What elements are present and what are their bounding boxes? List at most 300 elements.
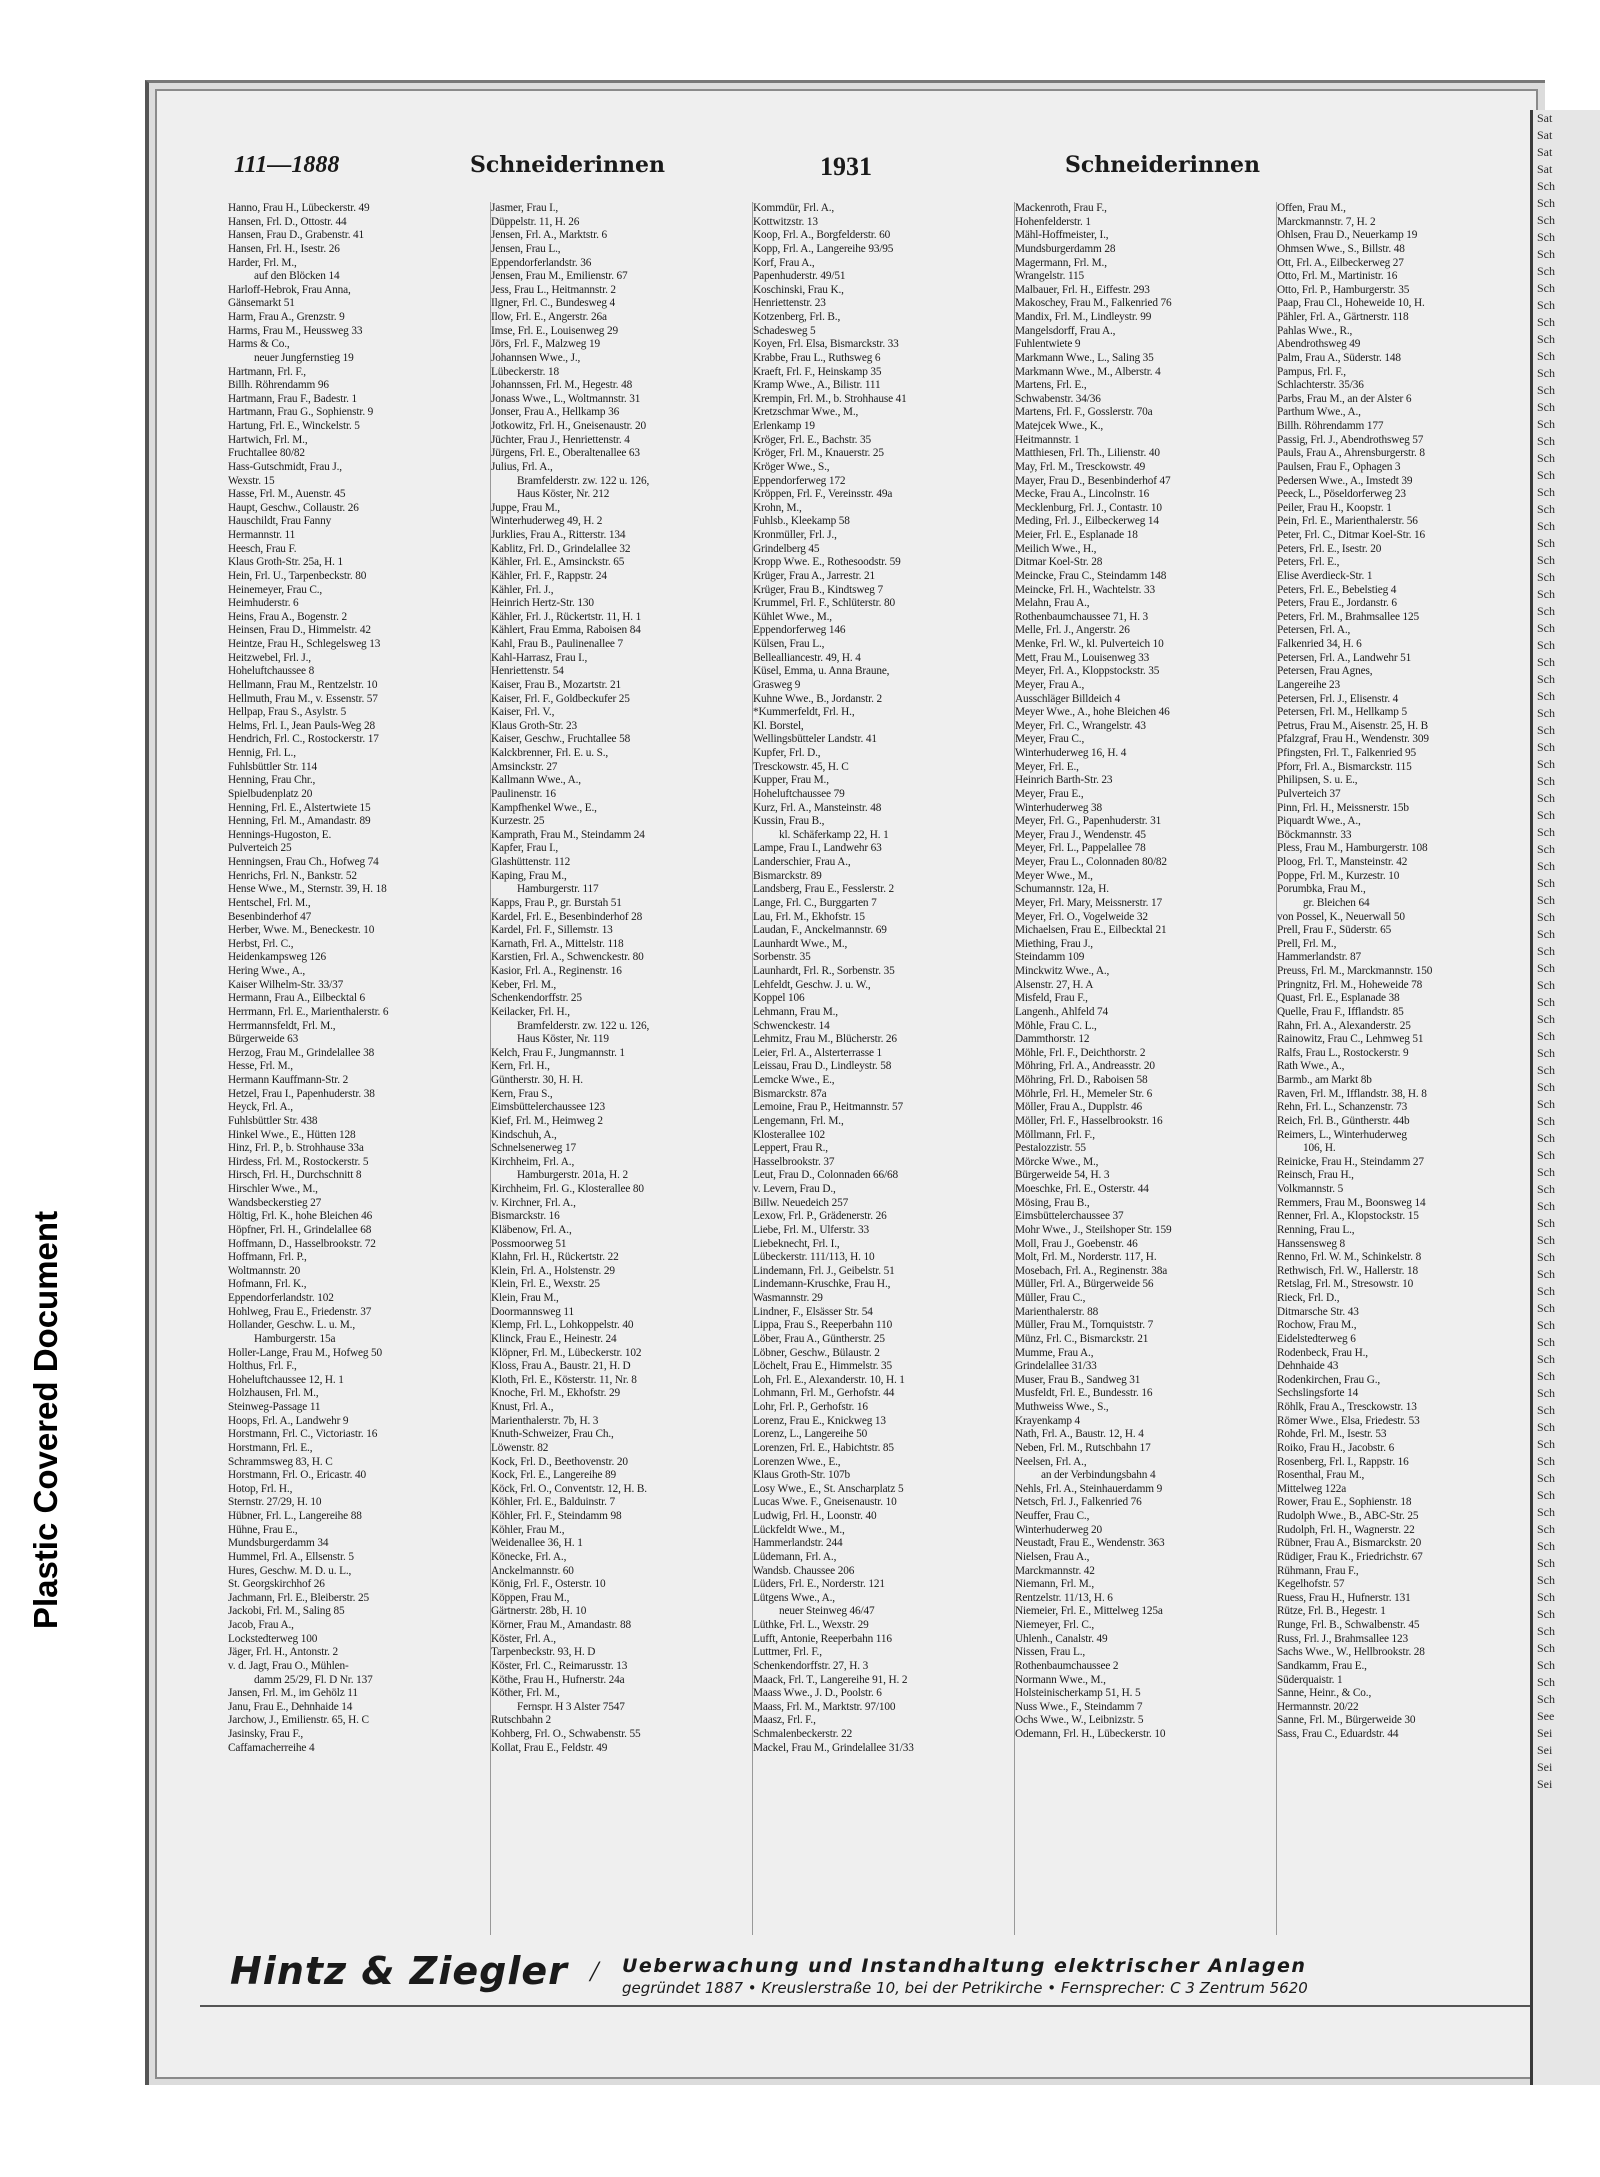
directory-entry: Hollander, Geschw. L. u. M., — [228, 1319, 356, 1332]
directory-entry: Kablitz, Frl. D., Grindelallee 32 — [491, 542, 631, 555]
directory-entry: Maass, Frl. M., Marktstr. 97/100 — [753, 1700, 896, 1713]
directory-entry: Mohr Wwe., J., Steilshoper Str. 159 — [1015, 1223, 1172, 1236]
adjacent-page-fragment: Sch — [1537, 1182, 1555, 1196]
adjacent-page-fragment: Sch — [1537, 315, 1555, 329]
directory-entry: Kalckbrenner, Frl. E. u. S., — [491, 747, 609, 759]
directory-entry: Moll, Frau J., Goebenstr. 46 — [1015, 1237, 1138, 1250]
directory-entry: Hures, Geschw. M. D. u. L., — [228, 1564, 352, 1577]
directory-entry: Sanne, Frl. M., Bürgerweide 30 — [1277, 1714, 1416, 1727]
directory-entry: Makoschey, Frau M., Falkenried 76 — [1015, 297, 1172, 310]
directory-entry: Klinck, Frau E., Heinestr. 24 — [491, 1332, 617, 1345]
directory-entry: Süderquaistr. 1 — [1277, 1673, 1343, 1686]
directory-entry: Klaus Groth-Str. 107b — [753, 1469, 850, 1482]
directory-entry: Heitzwebel, Frl. J., — [228, 651, 311, 664]
adjacent-page-fragment: Sch — [1537, 876, 1555, 890]
directory-entry: Miething, Frau J., — [1015, 937, 1093, 950]
directory-entry: Matthiesen, Frl. Th., Lilienstr. 40 — [1015, 447, 1160, 460]
directory-entry: Herrmann, Frl. E., Marienthalerstr. 6 — [228, 1005, 389, 1018]
adjacent-page-fragment: Sch — [1537, 1488, 1555, 1502]
directory-entry: Runge, Frl. B., Schwalbenstr. 45 — [1277, 1619, 1420, 1631]
directory-entry: Liebeknecht, Frl. I., — [753, 1237, 840, 1250]
directory-entry: Tarpenbeckstr. 93, H. D — [491, 1646, 596, 1659]
directory-entry: Hauschildt, Frau Fanny — [228, 515, 332, 528]
directory-entry: Mackel, Frau M., Grindelallee 31/33 — [753, 1741, 914, 1754]
directory-entry: Lippa, Frau S., Reeperbahn 110 — [753, 1319, 893, 1332]
directory-entry: Koppel 106 — [753, 992, 805, 1005]
directory-entry: Röhlk, Frau A., Tresckowstr. 13 — [1277, 1401, 1417, 1413]
directory-entry: Schwabenstr. 34/36 — [1015, 392, 1101, 405]
directory-entry: Harms, Frau M., Heussweg 33 — [228, 324, 363, 337]
directory-entry: Pauls, Frau A., Ahrensburgerstr. 8 — [1277, 447, 1425, 460]
adjacent-page-fragment: Sch — [1537, 961, 1555, 975]
ad-firm-name: Hintz & Ziegler — [230, 1949, 568, 1993]
directory-entry: Paap, Frau Cl., Hoheweide 10, H. — [1277, 297, 1425, 310]
directory-entry: Kussin, Frau B., — [753, 815, 825, 828]
directory-entry: Ott, Frl. A., Eilbeckerweg 27 — [1277, 256, 1404, 269]
directory-column-2 — [490, 202, 729, 1935]
directory-entry: Güntherstr. 30, H. H. — [491, 1074, 583, 1086]
directory-entry: Köhler, Frl. E., Balduinstr. 7 — [491, 1496, 616, 1509]
directory-entry: Ralfs, Frau L., Rostockerstr. 9 — [1277, 1046, 1409, 1059]
directory-entry: Pestalozzistr. 55 — [1015, 1142, 1086, 1155]
directory-entry: Markmann Wwe., L., Saling 35 — [1015, 351, 1154, 364]
directory-entry: Volkmannstr. 5 — [1277, 1183, 1344, 1195]
directory-entry: Hansen, Frau D., Grabenstr. 41 — [228, 229, 365, 242]
adjacent-page-fragment: Sch — [1537, 927, 1555, 941]
directory-entry: Pfingsten, Frl. T., Falkenried 95 — [1277, 747, 1416, 759]
directory-entry: Hübner, Frl. L., Langereihe 88 — [228, 1510, 362, 1522]
adjacent-page-edge — [1530, 110, 1600, 2085]
directory-entry: Maasz, Frl. F., — [753, 1714, 816, 1727]
bottom-rule — [200, 2005, 1530, 2007]
directory-entry: Hirschler Wwe., M., — [228, 1183, 318, 1195]
section-title-right: Schneiderinnen — [1065, 152, 1260, 178]
directory-entry: Hinkel Wwe., E., Hütten 128 — [228, 1128, 356, 1141]
directory-entry: Kollat, Frau E., Feldstr. 49 — [491, 1741, 608, 1754]
directory-entry: Kläbenow, Frl. A., — [491, 1223, 572, 1236]
adjacent-page-fragment: Sch — [1537, 1539, 1555, 1553]
directory-entry: Kelch, Frau F., Jungmannstr. 1 — [491, 1046, 625, 1059]
directory-entry: Rütze, Frl. B., Hegestr. 1 — [1277, 1605, 1386, 1618]
directory-entry: Hartmann, Frl. F., — [228, 365, 306, 378]
directory-entry: Petersen, Frau Agnes, — [1277, 665, 1373, 678]
directory-entry: Kröger, Frl. M., Knauerstr. 25 — [753, 447, 884, 460]
directory-entry: *Kummerfeldt, Frl. H., — [753, 706, 855, 719]
directory-entry: Loh, Frl. E., Alexanderstr. 10, H. 1 — [753, 1373, 905, 1386]
directory-entry: Sandkamm, Frau E., — [1277, 1659, 1367, 1672]
side-label — [10, 1000, 82, 1840]
ad-separator: / — [590, 1955, 599, 1988]
directory-entry: Uhlenh., Canalstr. 49 — [1015, 1632, 1108, 1645]
directory-entry: Schumannstr. 12a, H. — [1015, 883, 1109, 896]
adjacent-page-fragment: Sch — [1537, 842, 1555, 856]
directory-entry: Mett, Frau M., Louisenweg 33 — [1015, 651, 1150, 664]
directory-entry: Jonass Wwe., L., Woltmannstr. 31 — [491, 392, 641, 405]
directory-entry: Korf, Frau A., — [753, 256, 815, 269]
directory-entry: Leut, Frau D., Colonnaden 66/68 — [753, 1169, 899, 1182]
directory-entry: Janu, Frau E., Dehnhaide 14 — [228, 1700, 353, 1713]
directory-entry: Hein, Frl. U., Tarpenbeckstr. 80 — [228, 569, 367, 582]
directory-entry: Heinrich Barth-Str. 23 — [1015, 774, 1113, 787]
directory-entry: Heimhuderstr. 6 — [228, 597, 299, 610]
adjacent-page-fragment: Sch — [1537, 570, 1555, 584]
directory-entry: Hartwich, Frl. M., — [228, 433, 308, 446]
adjacent-page-fragment: Sch — [1537, 1216, 1555, 1230]
directory-entry: gr. Bleichen 64 — [1303, 896, 1370, 909]
directory-entry: Ochs Wwe., W., Leibnizstr. 5 — [1015, 1714, 1144, 1727]
directory-entry: Lüdemann, Frl. A., — [753, 1550, 837, 1563]
directory-entry: an der Verbindungsbahn 4 — [1041, 1469, 1156, 1482]
directory-entry: Otto, Frl. P., Hamburgerstr. 35 — [1277, 283, 1410, 296]
directory-entry: Eimsbüttelerchaussee 123 — [491, 1101, 606, 1114]
adjacent-page-fragment: Sch — [1537, 1284, 1555, 1298]
directory-entry: Lockstedterweg 100 — [228, 1632, 318, 1645]
directory-entry: Henning, Frau Chr., — [228, 774, 316, 787]
adjacent-page-fragment: Sch — [1537, 1522, 1555, 1536]
adjacent-page-fragment: Sch — [1537, 332, 1555, 346]
directory-entry: Mandix, Frl. M., Lindleystr. 99 — [1015, 311, 1152, 323]
directory-entry: Wandsb. Chaussee 206 — [753, 1564, 855, 1577]
directory-entry: Mecke, Frau A., Lincolnstr. 16 — [1015, 488, 1150, 501]
directory-entry: damm 25/29, Fl. D Nr. 137 — [254, 1673, 373, 1686]
directory-entry: Amsinckstr. 27 — [491, 760, 558, 773]
directory-entry: Menke, Frl. W., kl. Pulverteich 10 — [1015, 638, 1164, 650]
directory-entry: Wasmannstr. 29 — [753, 1292, 823, 1304]
directory-entry: Peters, Frau E., Jordanstr. 6 — [1277, 597, 1397, 610]
directory-entry: Herber, Wwe. M., Beneckestr. 10 — [228, 924, 375, 937]
directory-entry: Höltig, Frl. K., hohe Bleichen 46 — [228, 1210, 373, 1223]
directory-entry: Henningsen, Frau Ch., Hofweg 74 — [228, 856, 379, 868]
directory-entry: Musfeldt, Frl. E., Bundesstr. 16 — [1015, 1387, 1153, 1400]
adjacent-page-fragment: Sch — [1537, 723, 1555, 737]
adjacent-page-fragment: Sch — [1537, 1029, 1555, 1043]
directory-entry: Kaiser, Frau B., Mozartstr. 21 — [491, 678, 621, 691]
directory-entry: Kegelhofstr. 57 — [1277, 1578, 1345, 1591]
directory-entry: Laudan, F., Anckelmannstr. 69 — [753, 924, 887, 937]
directory-entry: Meincke, Frau C., Steindamm 148 — [1015, 569, 1167, 582]
directory-entry: Küsel, Emma, u. Anna Braune, — [753, 665, 890, 678]
adjacent-page-fragment: Sch — [1537, 264, 1555, 278]
adjacent-page-fragment: Sch — [1537, 1454, 1555, 1468]
directory-entry: Haus Köster, Nr. 119 — [517, 1033, 609, 1046]
directory-entry: Kindschuh, A., — [491, 1128, 557, 1141]
directory-entry: Hofmann, Frl. K., — [228, 1278, 307, 1291]
directory-entry: Böckmannstr. 33 — [1277, 828, 1352, 841]
adjacent-page-fragment: Sei — [1537, 1777, 1553, 1791]
directory-entry: Rosenberg, Frl. I., Rappstr. 16 — [1277, 1455, 1409, 1468]
adjacent-page-fragment: Sch — [1537, 893, 1555, 907]
adjacent-page-fragment: Sch — [1537, 638, 1555, 652]
directory-entry: Holsteinischerkamp 51, H. 5 — [1015, 1687, 1141, 1700]
directory-entry: Marienthalerstr. 88 — [1015, 1305, 1099, 1318]
directory-entry: Meilich Wwe., H., — [1015, 542, 1097, 555]
directory-entry: Neuffer, Frau C., — [1015, 1510, 1090, 1522]
directory-entry: Klöpner, Frl. M., Lübeckerstr. 102 — [491, 1346, 642, 1359]
adjacent-page-fragment: Sch — [1537, 1063, 1555, 1077]
directory-entry: Möllmann, Frl. F., — [1015, 1128, 1095, 1141]
directory-entry: Russ, Frl. J., Brahmsallee 123 — [1277, 1632, 1409, 1645]
adjacent-page-fragment: Sch — [1537, 1199, 1555, 1213]
directory-entry: Heitmannstr. 1 — [1015, 433, 1080, 446]
directory-entry: neuer Jungfernstieg 19 — [254, 351, 354, 364]
directory-entry: Lehmann, Frau M., — [753, 1005, 838, 1018]
adjacent-page-fragment: Sat — [1537, 128, 1553, 142]
directory-entry: Harder, Frl. M., — [228, 256, 297, 269]
directory-entry: Leissau, Frau D., Lindleystr. 58 — [753, 1060, 892, 1073]
adjacent-page-fragment: Sch — [1537, 196, 1555, 210]
directory-entry: Karstien, Frl. A., Schwenckestr. 80 — [491, 951, 644, 964]
directory-entry: Krummel, Frl. F., Schlüterstr. 80 — [753, 597, 895, 610]
directory-entry: Löwenstr. 82 — [491, 1441, 549, 1454]
directory-entry: Meyer, Frau E., — [1015, 787, 1084, 800]
adjacent-page-fragment: Sch — [1537, 502, 1555, 516]
directory-entry: Peters, Frl. M., Brahmsallee 125 — [1277, 610, 1420, 623]
directory-entry: Haupt, Geschw., Collaustr. 26 — [228, 501, 359, 514]
directory-entry: Helms, Frl. I., Jean Pauls-Weg 28 — [228, 719, 375, 732]
adjacent-page-fragment: Sch — [1537, 1420, 1555, 1434]
adjacent-page-fragment: Sch — [1537, 1301, 1555, 1315]
directory-entry: Weidenallee 36, H. 1 — [491, 1537, 583, 1550]
directory-entry: Elise Averdieck-Str. 1 — [1277, 569, 1373, 582]
adjacent-page-fragment: Sch — [1537, 1505, 1555, 1519]
directory-entry: Retslag, Frl. M., Stresowstr. 10 — [1277, 1278, 1414, 1291]
directory-entry: Hansen, Frl. H., Isestr. 26 — [228, 242, 340, 255]
directory-entry: Rübner, Frau A., Bismarckstr. 20 — [1277, 1537, 1422, 1550]
directory-entry: Petersen, Frl. M., Hellkamp 5 — [1277, 706, 1407, 719]
adjacent-page-fragment: Sch — [1537, 604, 1555, 618]
directory-entry: Hammerlandstr. 244 — [753, 1537, 843, 1550]
directory-entry: Eimsbüttelerchaussee 37 — [1015, 1210, 1124, 1223]
year-title: 1931 — [820, 152, 872, 181]
directory-entry: Krüger, Frau B., Kindtsweg 7 — [753, 583, 883, 596]
directory-entry: Martens, Frl. F., Gosslerstr. 70a — [1015, 406, 1153, 419]
directory-column-5 — [1276, 202, 1515, 1935]
directory-entry: Harms & Co., — [228, 338, 290, 351]
directory-entry: Wexstr. 15 — [228, 474, 275, 487]
directory-entry: Lemoine, Frau P., Heitmannstr. 57 — [753, 1101, 904, 1114]
directory-entry: Kröger Wwe., S., — [753, 460, 830, 473]
directory-entry: Misfeld, Frau F., — [1015, 992, 1088, 1005]
directory-entry: Jürgens, Frl. E., Oberaltenallee 63 — [491, 447, 640, 460]
directory-entry: Haus Köster, Nr. 212 — [517, 488, 610, 501]
adjacent-page-fragment: Sch — [1537, 1352, 1555, 1366]
adjacent-page-fragment: Sch — [1537, 1658, 1555, 1672]
directory-entry: Grindelallee 31/33 — [1015, 1360, 1097, 1373]
directory-entry: Köster, Frl. A., — [491, 1632, 556, 1645]
directory-entry: Jörs, Frl. F., Malzweg 19 — [491, 338, 600, 351]
directory-entry: Hirdess, Frl. M., Rostockerstr. 5 — [228, 1155, 369, 1168]
directory-entry: Petersen, Frl. A., — [1277, 624, 1351, 637]
directory-entry: Pulverteich 25 — [228, 842, 292, 855]
directory-entry: Knuth-Schweizer, Frau Ch., — [491, 1428, 614, 1441]
directory-entry: Pforr, Frl. A., Bismarckstr. 115 — [1277, 760, 1412, 773]
directory-entry: Marckmannstr. 42 — [1015, 1564, 1095, 1577]
adjacent-page-fragment: Sch — [1537, 1046, 1555, 1060]
directory-entry: Leppert, Frau R., — [753, 1142, 828, 1155]
directory-entry: Rentzelstr. 11/13, H. 6 — [1015, 1591, 1113, 1604]
directory-entry: Schlachterstr. 35/36 — [1277, 379, 1364, 392]
directory-entry: Hotop, Frl. H., — [228, 1482, 293, 1495]
directory-entry: Langereihe 23 — [1277, 678, 1340, 691]
directory-entry: Rutschbahn 2 — [491, 1714, 552, 1727]
directory-entry: Hellpap, Frau S., Asylstr. 5 — [228, 706, 347, 719]
directory-entry: Pfalzgraf, Frau H., Wendenstr. 309 — [1277, 733, 1429, 746]
directory-entry: Lohmann, Frl. M., Gerhofstr. 44 — [753, 1387, 895, 1400]
directory-entry: Knust, Frl. A., — [491, 1401, 554, 1413]
directory-entry: Ditmarsche Str. 43 — [1277, 1305, 1359, 1318]
directory-entry: Krayenkamp 4 — [1015, 1414, 1081, 1427]
directory-entry: Jüchter, Frau J., Henriettenstr. 4 — [491, 433, 630, 446]
directory-entry: Ausschläger Billdeich 4 — [1015, 692, 1121, 705]
directory-entry: Kohberg, Frl. O., Schwabenstr. 55 — [491, 1728, 641, 1740]
directory-entry: Jacob, Frau A., — [228, 1619, 294, 1631]
adjacent-page-fragment: Sch — [1537, 213, 1555, 227]
directory-entry: Bismarckstr. 87a — [753, 1087, 827, 1100]
directory-entry: Kopp, Frl. A., Langereihe 93/95 — [753, 242, 894, 255]
directory-entry: Jäger, Frl. H., Antonstr. 2 — [228, 1646, 339, 1659]
directory-entry: Spielbudenplatz 20 — [228, 787, 313, 800]
directory-entry: Eppendorferlandstr. 36 — [491, 256, 592, 269]
directory-entry: Hühne, Frau E., — [228, 1523, 298, 1536]
directory-entry: Moeschke, Frl. E., Osterstr. 44 — [1015, 1183, 1149, 1195]
directory-entry: Horstmann, Frl. C., Victoriastr. 16 — [228, 1428, 378, 1441]
adjacent-page-fragment: Sch — [1537, 1080, 1555, 1094]
directory-entry: Pahlas Wwe., R., — [1277, 324, 1353, 337]
directory-entry: Kern, Frau S., — [491, 1087, 553, 1100]
directory-entry: Reinsch, Frau H., — [1277, 1169, 1354, 1182]
directory-column-3 — [752, 202, 991, 1935]
adjacent-page-fragment: Sch — [1537, 978, 1555, 992]
directory-entry: Hering Wwe., A., — [228, 965, 306, 977]
adjacent-page-fragment: Sch — [1537, 1250, 1555, 1264]
directory-entry: Dehnhaide 43 — [1277, 1360, 1339, 1373]
adjacent-page-fragment: Sei — [1537, 1760, 1553, 1774]
directory-entry: Melahn, Frau A., — [1015, 597, 1090, 610]
directory-entry: Kaiser, Frl. F., Goldbeckufer 25 — [491, 692, 630, 705]
directory-entry: Abendrothsweg 49 — [1277, 338, 1361, 351]
directory-entry: Lüders, Frl. E., Norderstr. 121 — [753, 1578, 885, 1591]
directory-entry: Fuhlsbüttler Str. 114 — [228, 760, 318, 773]
adjacent-page-fragment: Sch — [1537, 1097, 1555, 1111]
directory-entry: Grasweg 9 — [753, 678, 801, 691]
directory-entry: Eidelstedterweg 6 — [1277, 1332, 1356, 1345]
adjacent-page-fragment: Sch — [1537, 366, 1555, 380]
adjacent-page-fragment: Sch — [1537, 655, 1555, 669]
directory-entry: Kühlet Wwe., M., — [753, 610, 832, 623]
directory-entry: Sechslingsforte 14 — [1277, 1387, 1359, 1400]
directory-entry: Kock, Frl. E., Langereihe 89 — [491, 1469, 617, 1482]
directory-entry: Kahl-Harrasz, Frau I., — [491, 651, 588, 664]
directory-entry: v. Levern, Frau D., — [753, 1183, 836, 1195]
directory-entry: Klaus Groth-Str. 23 — [491, 719, 577, 732]
directory-entry: Winterhuderweg 20 — [1015, 1523, 1103, 1536]
directory-entry: Hartmann, Frau F., Badestr. 1 — [228, 392, 358, 405]
directory-entry: Billh. Röhrendamm 96 — [228, 379, 329, 392]
directory-entry: Kardel, Frl. F., Sillemstr. 13 — [491, 924, 613, 937]
directory-column-1 — [228, 202, 466, 1935]
directory-entry: Pulverteich 37 — [1277, 787, 1341, 800]
directory-entry: Parthum Wwe., A., — [1277, 406, 1361, 419]
directory-entry: Lüthke, Frl. L., Wexstr. 29 — [753, 1619, 869, 1631]
directory-entry: Wellingsbütteler Landstr. 41 — [753, 733, 877, 746]
directory-entry: Renning, Frau L., — [1277, 1223, 1355, 1236]
directory-entry: Kröppen, Frl. F., Vereinsstr. 49a — [753, 488, 893, 501]
directory-entry: Molt, Frl. M., Norderstr. 117, H. — [1015, 1251, 1157, 1264]
directory-entry: Tresckowstr. 45, H. C — [753, 760, 849, 773]
directory-entry: Kählert, Frau Emma, Raboisen 84 — [491, 624, 641, 637]
adjacent-page-fragment: Sch — [1537, 230, 1555, 244]
directory-entry: Kupfer, Frl. D., — [753, 747, 821, 759]
directory-entry: Kuhne Wwe., B., Jordanstr. 2 — [753, 692, 882, 705]
directory-entry: Landsberg, Frau E., Fesslerstr. 2 — [753, 883, 895, 896]
directory-entry: Rodenbeck, Frau H., — [1277, 1346, 1368, 1359]
directory-entry: Eppendorferlandstr. 102 — [228, 1292, 334, 1304]
directory-entry: Hasselbrookstr. 37 — [753, 1155, 835, 1168]
directory-entry: Münz, Frl. C., Bismarckstr. 21 — [1015, 1332, 1149, 1345]
directory-entry: Winterhuderweg 16, H. 4 — [1015, 747, 1127, 759]
directory-entry: Hoffmann, Frl. P., — [228, 1251, 307, 1264]
directory-entry: Rüdiger, Frau K., Friedrichstr. 67 — [1277, 1550, 1423, 1563]
directory-entry: Meyer, Frl. O., Vogelweide 32 — [1015, 910, 1148, 923]
directory-entry: Bürgerweide 63 — [228, 1033, 299, 1046]
directory-entry: Köthe, Frau H., Hufnerstr. 24a — [491, 1673, 625, 1686]
directory-entry: Nath, Frl. A., Baustr. 12, H. 4 — [1015, 1428, 1144, 1441]
adjacent-page-fragment: Sch — [1537, 706, 1555, 720]
directory-entry: Porumbka, Frau M., — [1277, 883, 1366, 896]
directory-entry: Herbst, Frl. C., — [228, 937, 294, 950]
adjacent-page-fragment: Sch — [1537, 1267, 1555, 1281]
directory-entry: Lampe, Frau I., Landwehr 63 — [753, 842, 882, 855]
adjacent-page-fragment: Sch — [1537, 757, 1555, 771]
adjacent-page-fragment: Sch — [1537, 434, 1555, 448]
adjacent-page-fragment: Sch — [1537, 298, 1555, 312]
adjacent-page-fragment: Sch — [1537, 689, 1555, 703]
directory-entry: Hamburgerstr. 201a, H. 2 — [517, 1169, 629, 1182]
directory-entry: Lindner, F., Elsässer Str. 54 — [753, 1305, 873, 1318]
directory-entry: Mosebach, Frl. A., Reginenstr. 38a — [1015, 1264, 1168, 1277]
directory-entry: Grindelberg 45 — [753, 542, 820, 555]
directory-entry: Kottwitzstr. 13 — [753, 215, 818, 228]
adjacent-page-fragment: Sch — [1537, 774, 1555, 788]
directory-entry: Pinn, Frl. H., Meissnerstr. 15b — [1277, 801, 1409, 814]
directory-entry: Kronmüller, Frl. J., — [753, 529, 837, 541]
adjacent-page-fragment: Sch — [1537, 179, 1555, 193]
directory-entry: Bismarckstr. 89 — [753, 869, 822, 882]
adjacent-page-fragment: Sch — [1537, 349, 1555, 363]
adjacent-page-fragment: Sei — [1537, 1743, 1553, 1757]
directory-entry: Petersen, Frl. J., Elisenstr. 4 — [1277, 692, 1399, 705]
directory-entry: Rodenkirchen, Frau G., — [1277, 1373, 1381, 1386]
directory-entry: Keber, Frl. M., — [491, 978, 557, 991]
directory-entry: Koschinski, Frau K., — [753, 283, 844, 296]
adjacent-page-fragment: Sch — [1537, 417, 1555, 431]
directory-entry: Horstmann, Frl. E., — [228, 1441, 313, 1454]
directory-entry: Kähler, Frl. F., Rappstr. 24 — [491, 569, 607, 582]
directory-entry: Renno, Frl. W. M., Schinkelstr. 8 — [1277, 1251, 1422, 1264]
directory-entry: Mörcke Wwe., M., — [1015, 1155, 1099, 1168]
adjacent-page-fragment: Sch — [1537, 1165, 1555, 1179]
directory-entry: Hinz, Frl. P., b. Strohhause 33a — [228, 1142, 364, 1155]
directory-entry: Maass Wwe., J. D., Poolstr. 6 — [753, 1687, 882, 1700]
directory-entry: Niemeyer, Frl. C., — [1015, 1619, 1095, 1631]
directory-entry: 106, H. — [1303, 1142, 1336, 1155]
directory-entry: Köster, Frl. C., Reimarusstr. 13 — [491, 1659, 628, 1672]
directory-entry: Mundsburgerdamm 34 — [228, 1537, 329, 1550]
directory-entry: Liebe, Frl. M., Ulferstr. 33 — [753, 1223, 869, 1236]
directory-entry: Hellmann, Frau M., Rentzelstr. 10 — [228, 678, 378, 691]
directory-entry: Paulsen, Frau F., Ophagen 3 — [1277, 460, 1401, 473]
directory-entry: Markmann Wwe., M., Alberstr. 4 — [1015, 365, 1161, 378]
